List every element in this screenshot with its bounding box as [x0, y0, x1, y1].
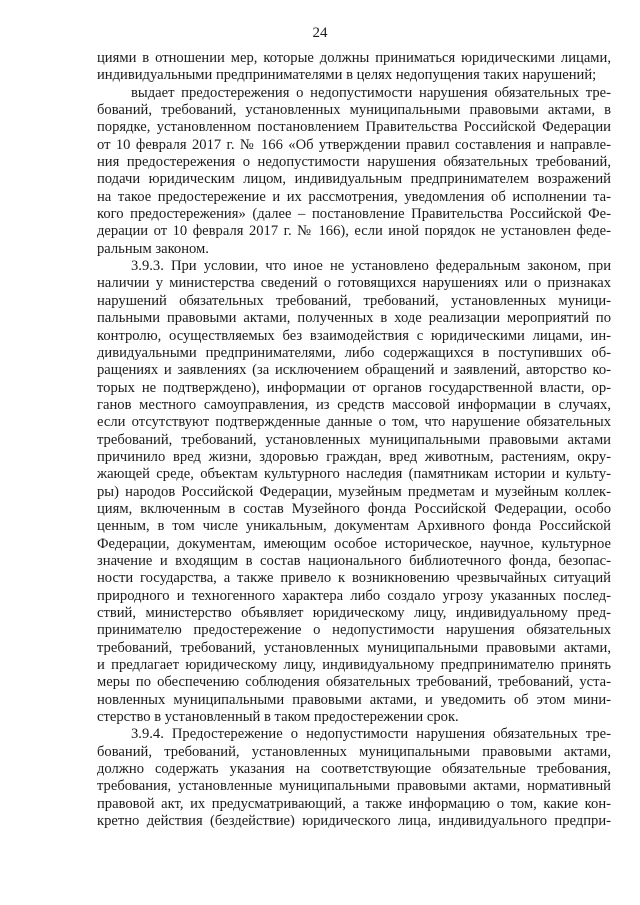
text-line: выдает предостережения о недопустимости нарушения обязательных тре-	[131, 84, 611, 101]
text-line: требования, установленные муниципальными правовыми актами, нормативный	[97, 778, 611, 795]
text-line: дивидуальными предпринимателями, либо содержащихся в поступивших об-	[97, 344, 611, 361]
text-line: кретно действия (бездействие) юридического лица, индивидуального предпри-	[97, 813, 611, 830]
text-line: пальными правовыми актами, полученных в ходе реализации мероприятий по	[97, 310, 611, 327]
text-line: правовой акт, их предусматривающий, а также информацию о том, какие кон-	[97, 795, 611, 812]
text-line: бований, требований, установленных муниципальными правовыми актами, в	[97, 102, 611, 119]
text-line: циями в отношении мер, которые должны приниматься юридическими лицами,	[97, 50, 611, 66]
text-line: индивидуальными предпринимателями в целях недопущения таких нарушений;	[97, 67, 597, 84]
text-line: ры) народов Российской Федерации, музейным предметам и музейным коллек-	[97, 483, 611, 500]
page-number: 24	[312, 25, 328, 41]
text-line: наличии у министерства сведений о готовящихся нарушениях или о признаках	[97, 275, 611, 292]
text-line: значение и входящим в состав национального библиотечного фонда, безопас-	[97, 552, 611, 569]
text-line: жающей среде, объектам культурного наследия (памятникам истории и культу-	[97, 466, 611, 483]
text-line: должно содержать указания на соответствующие обязательные требования,	[97, 761, 611, 778]
text-line: на такое предостережение и их рассмотрения, уведомления об исполнении та-	[97, 188, 611, 205]
paragraph	[97, 50, 611, 85]
text-line: природного и техногенного характера либо создало угрозу указанных послед-	[97, 587, 611, 604]
text-line: ганов местного самоуправления, из средств массовой информации в случаях,	[97, 396, 611, 413]
text-line: ствий, министерство объявляет юридическому лицу, индивидуальному пред-	[97, 605, 611, 621]
text-line: кого предостережения» (далее – постановление Правительства Российской Фе-	[97, 206, 611, 223]
text-line: бований, требований, установленных муниципальными правовыми актами,	[97, 743, 611, 760]
text-line: торых не подтверждено), информации от органов государственной власти, ор-	[97, 379, 611, 396]
text-line: ценным, в том числе уникальным, документам Архивного фонда Российской	[97, 518, 611, 535]
paragraph	[97, 85, 611, 258]
text-line: циям, включенным в состав Музейного фонда Российской Федерации, особо	[97, 500, 611, 517]
paragraph	[97, 258, 611, 726]
text-line: принимателю предостережение о недопустимости нарушения обязательных	[97, 622, 611, 639]
text-line: нарушений обязательных требований, требований, установленных муници-	[97, 292, 611, 309]
text-line: причинило вред жизни, здоровью граждан, вред животным, растениям, окру-	[97, 448, 611, 465]
text-line: ности государства, а также привело к возникновению чрезвычайных ситуаций	[97, 570, 611, 587]
text-line: дерации от 10 февраля 2017 г. № 166), если иной порядок не установлен феде-	[97, 223, 611, 240]
text-line: ральным законом.	[97, 240, 209, 257]
text-line: 3.9.3. При условии, что иное не установлено федеральным законом, при	[131, 258, 611, 275]
text-line: и предлагает юридическому лицу, индивидуальному предпринимателю принять	[97, 657, 611, 674]
text-line: от 10 февраля 2017 г. № 166 «Об утверждении правил составления и направле-	[97, 136, 611, 153]
text-line: подачи юридическим лицом, индивидуальным предпринимателем возражений	[97, 171, 611, 188]
text-line: новленных муниципальными правовыми актами, и уведомить об этом мини-	[97, 691, 611, 708]
text-line: стерство в установленный в таком предостережении срок.	[97, 709, 459, 726]
text-line: 3.9.4. Предостережение о недопустимости нарушения обязательных тре-	[131, 726, 611, 743]
text-line: если отсутствуют подтвержденные данные о том, что нарушение обязательных	[97, 414, 611, 431]
paragraph	[97, 726, 611, 830]
text-line: ращениях и заявлениях (за исключением обращений и заявлений, авторство ко-	[97, 362, 611, 379]
text-line: требований, требований, установленных муниципальными правовыми актами,	[97, 639, 611, 656]
text-line: порядке, установленном постановлением Правительства Российской Федерации	[97, 119, 611, 136]
text-line: требований, требований, установленных муниципальными правовыми актами	[97, 431, 611, 448]
text-line: ния предостережения о недопустимости нарушения обязательных требований,	[97, 154, 611, 171]
text-line: Федерации, документам, имеющим особое историческое, научное, культурное	[97, 535, 611, 552]
text-line: контролю, осуществляемых без взаимодействия с юридическими лицами, ин-	[97, 327, 611, 344]
text-line: меры по обеспечению соблюдения обязательных требований, требований, уста-	[97, 674, 611, 691]
document-body	[97, 50, 611, 830]
